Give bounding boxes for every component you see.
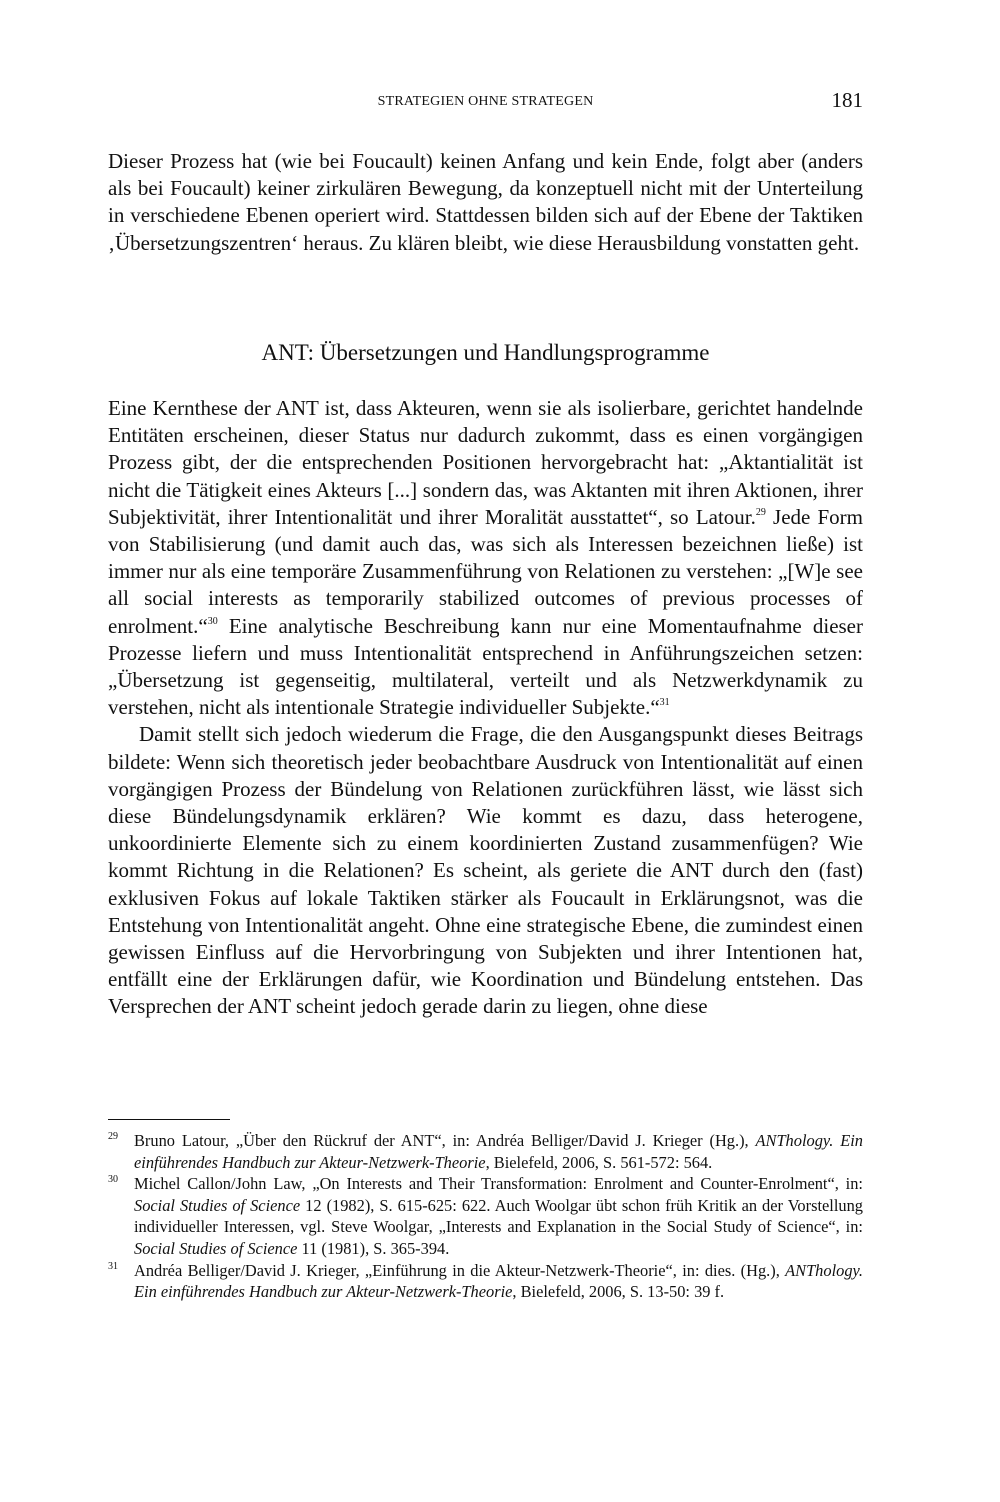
footnote-text: Andréa Belliger/David J. Krieger, „Einführung in die Akteur-Netzwerk-Theorie“, in: dies. (Hg.), — [134, 1260, 786, 1280]
running-title: STRATEGIEN OHNE STRATEGEN — [377, 94, 594, 109]
footnote-number: 31 — [108, 1260, 118, 1272]
footnote-text: , Bielefeld, 2006, S. 561-572: 564. — [485, 1152, 713, 1172]
footnote-text: 12 (1982), S. 615-625: 622. Auch Woolgar übt schon früh Kritik an der Vorstellung individueller Interessen, vgl. Steve Woolgar, „Interests and Explanation in the Social Study of Science“, in: — [134, 1195, 863, 1237]
intro-paragraph — [108, 148, 863, 257]
footnote-title: ANThology. Ein einführendes Handbuch zur Akteur-Netzwerk-Theorie — [134, 1260, 863, 1302]
footnotes — [108, 1130, 863, 1303]
paragraph-1 — [108, 395, 863, 721]
page-number: 181 — [831, 88, 863, 112]
paragraph-2: Damit stellt sich jedoch wiederum die Frage, die den Ausgangspunkt dieses Beitrags bildete: Wenn sich theoretisch jeder beobachtbare Ausdruck von Intentionalität auf einen vorgängigen Prozess der Bündelung von Relationen zurückführen lässt, wie lässt sich diese Bündelungsdynamik erklären? Wie kommt es dazu, dass heterogene, unkoordinierte Elemente sich zu einem koordinierten Zustand zusammenfügen? Wie kommt Richtung in die Relationen? Es scheint, als geriete die ANT durch den (fast) exklusiven Fokus auf lokale Taktiken stärker als Foucault in Erklärungsnot, was die Entstehung von Intentionalität angeht. Ohne eine strategische Ebene, die zumindest einen gewissen Einfluss auf die Hervorbringung von Subjekten und ihrer Intentionen hat, entfällt eine der Erklärungen dafür, wie Koordination und Bündelung entstehen. Das Versprechen der ANT scheint jedoch gerade darin zu liegen, ohne diese — [108, 722, 863, 1019]
footnote-30 — [108, 1173, 863, 1259]
footnote-title: ANThology. Ein einführendes Handbuch zur Akteur-Netzwerk-Theorie — [134, 1131, 863, 1172]
footnote-29 — [108, 1130, 863, 1173]
footnote-text: Michel Callon/John Law, „On Interests and Their Transformation: Enrolment and Counter-Enrolment“, in: — [134, 1174, 863, 1194]
footnote-ref-30[interactable]: 30 — [207, 615, 218, 627]
footnote-ref-31[interactable]: 31 — [659, 697, 670, 709]
intro-text: Dieser Prozess hat (wie bei Foucault) keinen Anfang und kein Ende, folgt aber (anders als bei Foucault) keiner zirkulären Bewegung, da konzeptuell nicht mit der Unterteilung in verschiedene Ebenen operiert wird. Stattdessen bilden sich auf der Ebene der Taktiken ‚Übersetzungszentren‘ heraus. Zu klären bleibt, wie diese Herausbildung vonstatten geht. — [108, 149, 863, 255]
footnote-text: Bruno Latour, „Über den Rückruf der ANT“, in: Andréa Belliger/David J. Krieger (Hg.), — [134, 1131, 756, 1150]
paragraph-1-seg2: Jede Form von Stabilisierung (und damit auch das, was sich als Interessen bezeichnen ließe) ist immer nur als eine temporäre Zusammenführung von Relationen zu verstehen: „[W]e see all social interests as temporarily stabilized outcomes of previous processes of enrolment.“ — [108, 504, 863, 638]
section-heading: ANT: Übersetzungen und Handlungsprogramme — [261, 340, 710, 365]
footnote-title: Social Studies of Science — [134, 1195, 301, 1215]
main-text — [108, 395, 863, 1021]
paragraph-1-seg3: Eine analytische Beschreibung kann nur eine Momentaufnahme dieser Prozesse liefern und muss Intentionalität entsprechend in Anführungszeichen setzen: „Übersetzung ist gegenseitig, multilateral, verteilt und als Netzwerkdynamik zu verstehen, nicht als intentionale Strategie individueller Subjekte.“ — [108, 613, 863, 720]
footnote-separator — [108, 1119, 230, 1120]
footnote-title: Social Studies of Science — [134, 1238, 298, 1258]
footnote-31 — [108, 1260, 863, 1303]
running-head — [108, 88, 863, 118]
footnote-text: , Bielefeld, 2006, S. 13-50: 39 f. — [512, 1282, 725, 1302]
footnote-number: 30 — [108, 1174, 118, 1186]
paragraph-1-seg1: Eine Kernthese der ANT ist, dass Akteuren, wenn sie als isolierbare, gerichtet handelnde Entitäten erscheinen, dieser Status nur dadurch zukommt, dass es einen vorgängigen Prozess gibt, der die entsprechenden Positionen hervorgebracht hat: „Aktantialität ist nicht die Tätigkeit eines Akteurs [...] sondern das, was Aktanten mit ihren Aktionen, ihrer Subjektivität, ihrer Intentionalität und ihrer Moralität ausstattet“, so Latour. — [108, 396, 863, 529]
footnote-ref-29[interactable]: 29 — [755, 506, 766, 518]
footnote-number: 29 — [108, 1131, 118, 1142]
footnote-text: 11 (1981), S. 365-394. — [297, 1238, 450, 1258]
